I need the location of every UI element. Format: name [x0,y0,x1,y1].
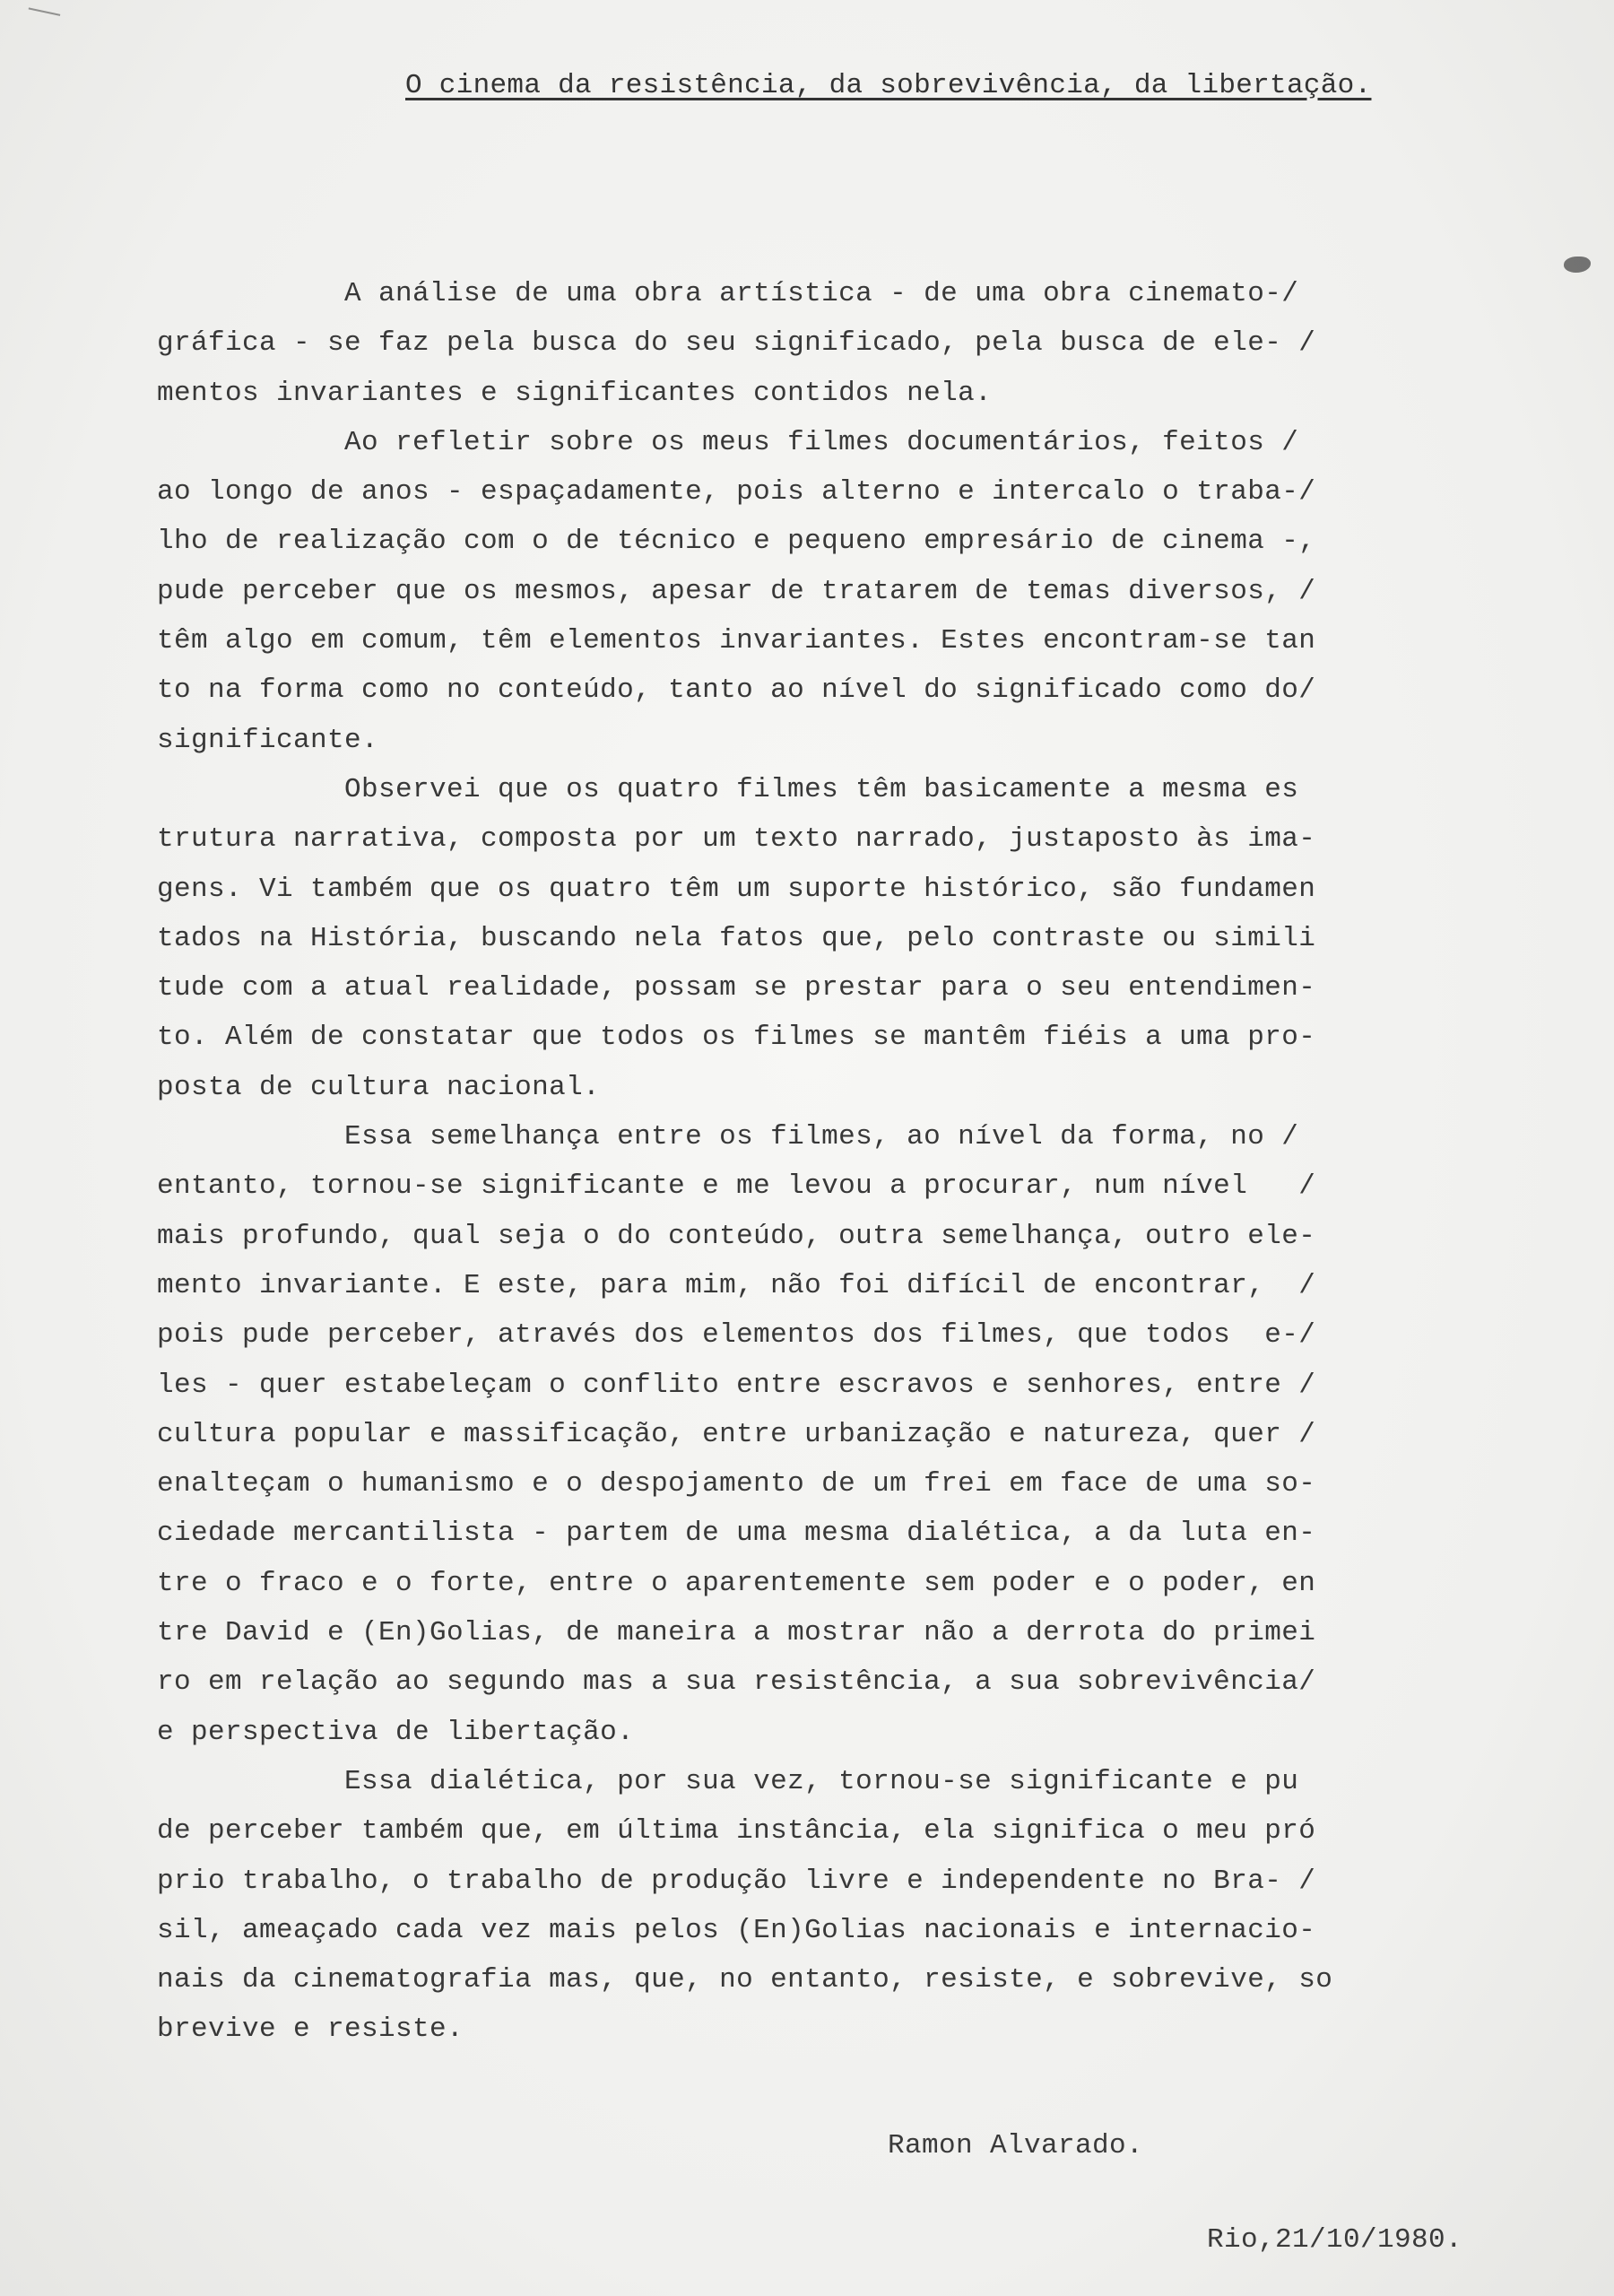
paragraph-4 [157,1112,1529,1757]
text-line: tados na História, buscando nela fatos que, pelo contraste ou simili [157,922,1316,954]
document-date: Rio,21/10/1980. [1207,2224,1463,2256]
text-line: e perspectiva de libertação. [157,1716,635,1748]
body-text [157,269,1529,2055]
text-line: posta de cultura nacional. [157,1071,601,1103]
text-line: to na forma como no conteúdo, tanto ao nível do significado como do/ [157,674,1316,707]
text-line: nais da cinematografia mas, que, no entanto, resiste, e sobrevive, so [157,1964,1333,1996]
text-line: mento invariante. E este, para mim, não foi difícil de encontrar, / [157,1269,1316,1301]
paragraph-3 [157,765,1529,1112]
text-line: les - quer estabeleçam o conflito entre escravos e senhores, entre / [157,1369,1316,1401]
author-signature: Ramon Alvarado. [888,2130,1144,2161]
ink-blot [1564,257,1591,273]
text-line: brevive e resiste. [157,2013,464,2046]
text-line: A análise de uma obra artística - de uma obra cinemato-/ [157,278,1299,309]
text-line: to. Além de constatar que todos os filmes se mantêm fiéis a uma pro- [157,1022,1316,1054]
text-line: Essa semelhança entre os filmes, ao nível da forma, no / [157,1121,1299,1153]
text-line: sil, ameaçado cada vez mais pelos (En)Golias nacionais e internacio- [157,1914,1316,1946]
text-line: Ao refletir sobre os meus filmes documentários, feitos / [157,426,1299,458]
text-line: mentos invariantes e significantes contidos nela. [157,377,993,409]
text-line: ao longo de anos - espaçadamente, pois alterno e intercalo o traba-/ [157,476,1316,509]
paragraph-2 [157,418,1529,765]
text-line: ciedade mercantilista - partem de uma mesma dialética, a da luta en- [157,1518,1316,1550]
text-line: têm algo em comum, têm elementos invariantes. Estes encontram-se tan [157,625,1316,657]
text-line: Essa dialética, por sua vez, tornou-se significante e pu [157,1765,1299,1797]
paragraph-1 [157,269,1529,418]
text-line: enalteçam o humanismo e o despojamento de um frei em face de uma so- [157,1468,1316,1500]
text-line: trutura narrativa, composta por um texto narrado, justaposto às ima- [157,823,1316,856]
text-line: mais profundo, qual seja o do conteúdo, outra semelhança, outro ele- [157,1220,1316,1252]
text-line: gens. Vi também que os quatro têm um suporte histórico, são fundamen [157,873,1316,905]
text-line: pude perceber que os mesmos, apesar de tratarem de temas diversos, / [157,575,1316,607]
paragraph-5 [157,1757,1529,2055]
text-line: tre David e (En)Golias, de maneira a mostrar não a derrota do primei [157,1617,1316,1649]
document-title: O cinema da resistência, da sobrevivência, da libertação. [405,70,1372,101]
text-line: entanto, tornou-se significante e me levou a procurar, num nível / [157,1170,1316,1203]
text-line: tude com a atual realidade, possam se prestar para o seu entendimen- [157,972,1316,1004]
text-line: ro em relação ao segundo mas a sua resistência, a sua sobrevivência/ [157,1666,1316,1699]
text-line: cultura popular e massificação, entre urbanização e natureza, quer / [157,1418,1316,1450]
text-line: significante. [157,724,379,756]
text-line: Observei que os quatro filmes têm basicamente a mesma es [157,773,1299,805]
pen-mark [26,7,61,28]
text-line: lho de realização com o de técnico e pequeno empresário de cinema -, [157,526,1316,558]
text-line: tre o fraco e o forte, entre o aparentemente sem poder e o poder, en [157,1567,1316,1599]
text-line: de perceber também que, em última instância, ela significa o meu pró [157,1815,1316,1848]
text-line: prio trabalho, o trabalho de produção livre e independente no Bra- / [157,1865,1316,1897]
text-line: gráfica - se faz pela busca do seu significado, pela busca de ele- / [157,327,1316,360]
text-line: pois pude perceber, através dos elementos dos filmes, que todos e-/ [157,1319,1316,1352]
